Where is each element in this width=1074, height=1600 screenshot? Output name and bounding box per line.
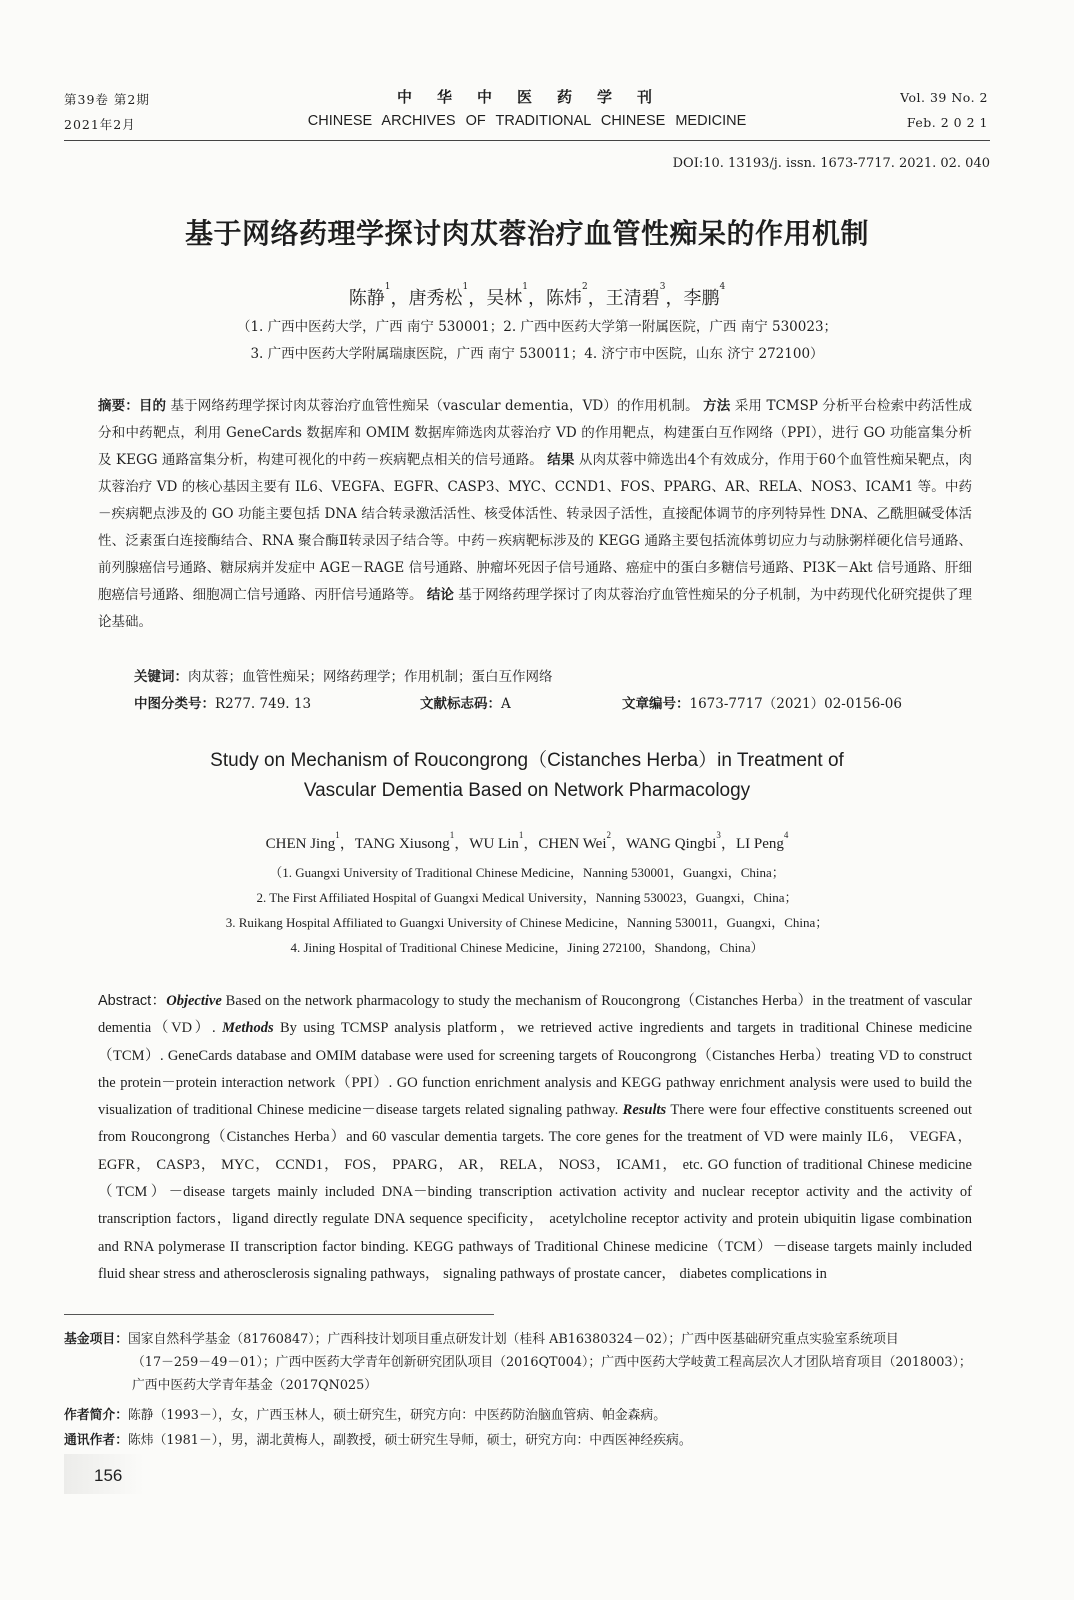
abstract-label-cn: 摘要： [98,398,139,414]
results-label-en: Results [622,1102,667,1119]
affiliation-cn-line-2: 3. 广西中医药大学附属瑞康医院，广西 南宁 530011；4. 济宁市中医院，山东 济宁 272100） [250,346,824,362]
article-no-label: 文章编号： [622,696,690,712]
fund-line-2: （17－259－49－01）；广西中医药大学青年创新研究团队项目（2016QT004）；广西中医药大学岐黄工程高层次人才团队培育项目（2018003）； [132,1355,972,1370]
fund-line-3: 广西中医药大学青年基金（2017QN025） [132,1378,378,1393]
author-cn-affiliation-mark: 3 [659,282,666,292]
results-text-en: There were four effective constituents screened out from Roucongrong（Cistanches Herba）and 60 vascular dementia targets. The core genes for the treatment of VD were mainly IL6， VEGFA， EGFR， CASP3， MYC， CCND1， FOS， PPARG， AR， RELA， NOS3， ICAM1， etc. GO function of traditional Chinese medicine（TCM）－disease targets mainly included DNA－binding transcription activation activity and nuclear receptor activity and the activity of transcription factors，ligand directly regulate DNA sequence specificity， acetylcholine receptor activity and protein ubiquitin ligase combination and RNA polymerase II transcription factor binding. KEGG pathways of Traditional Chinese medicine（TCM）－disease targets mainly included fluid shear stress and atherosclerosis signaling pathways， signaling pathways of prostate cancer， diabetes complications in [98,1102,973,1282]
objective-label-cn: 目的 [138,398,167,414]
affiliation-en-line-1: （1. Guangxi University of Traditional Chinese Medicine，Nanning 530001，Guangxi，China； [269,865,785,880]
author-en-name: WU Lin [469,836,519,852]
doi: DOI:10. 13193/j. issn. 1673-7717. 2021. 02. 040 [672,156,990,171]
methods-label-cn: 方法 [703,398,731,414]
title-en-line-2: Vascular Dementia Based on Network Pharmacology [303,780,751,801]
author-en-affiliation-mark: 4 [783,830,789,840]
corr-text: 陈炜（1981－），男，湖北黄梅人，副教授，硕士研究生导师，硕士，研究方向：中西医神经疾病。 [127,1433,692,1448]
keywords-label: 关键词： [134,669,188,685]
author-list-en: CHEN Jing$^1$，TANG Xiusong$^1$，WU Lin$^1$，CHEN Wei$^2$，WANG Qingbi$^3$，LI Peng$^4$ [265,830,789,852]
author-cn-affiliation-mark: 1 [462,282,469,292]
footnote-rule [64,1314,494,1315]
date-en: Feb. 2 0 2 1 [906,115,988,130]
objective-text-cn: 基于网络药理学探讨肉苁蓉治疗血管性痴呆（vascular dementia，VD）的作用机制。 [170,398,699,414]
affiliation-cn-line-1: （1. 广西中医药大学，广西 南宁 530001；2. 广西中医药大学第一附属医院，广西 南宁 530023； [236,319,838,335]
article-number [622,692,902,712]
journal-name-cn: 中华中医药学刊 [396,88,677,106]
author-bio-text: 陈静（1993－），女，广西玉林人，硕士研究生，研究方向：中医药防治脑血管病、帕金森病。 [127,1408,667,1423]
fund-footnote [64,1328,1024,1397]
clc-label: 中图分类号： [134,696,215,712]
conclusion-label-cn: 结论 [426,587,454,603]
results-text-cn: 从肉苁蓉中筛选出4个有效成分，作用于60个血管性痴呆靶点，肉苁蓉治疗 VD 的核心基因主要有 IL6、VEGFA、EGFR、CASP3、MYC、CCND1、FOS、PPARG、AR、RELA、NOS3、ICAM1 等。中药－疾病靶点涉及的 GO 功能主要包括 DNA 结合转录激活活性、核受体活性、转录因子活性，直接配体调节的序列特异性 DNA、乙酰胆碱受体活性、泛素蛋白连接酶结合、RNA 聚合酶Ⅱ转录因子结合等。中药－疾病靶标涉及的 KEGG 通路主要包括流体剪切应力与动脉粥样硬化信号通路、前列腺癌信号通路、糖尿病并发症中 AGE－RAGE 信号通路、肿瘤坏死因子信号通路、癌症中的蛋白多糖信号通路、PI3K－Akt 信号通路、肝细胞癌信号通路、细胞凋亡信号通路、丙肝信号通路等。 [98,452,973,603]
author-cn-affiliation-mark: 4 [719,282,726,292]
doc-code-label: 文献标志码： [420,696,501,712]
conclusion-text-cn: 基于网络药理学探讨了肉苁蓉治疗血管性痴呆的分子机制，为中药现代化研究提供了理论基础。 [98,587,973,630]
article-title-en [0,746,1054,806]
corr-label: 通讯作者： [64,1433,128,1448]
author-en-name: TANG Xiusong [354,836,450,852]
methods-text-en: By using TCMSP analysis platform，we retrieved active ingredients and targets in traditional Chinese medicine（TCM）. GeneCards database and OMIM database were used for screening targets of Roucongrong（Cistanches Herba）treating VD to construct the protein－protein interaction network（PPI）. GO function enrichment analysis and KEGG pathway enrichment analysis were used to build the visualization of traditional Chinese medicine－disease targets related signaling pathway. [98,1020,973,1119]
author-cn-affiliation-mark: 1 [522,282,528,292]
abstract-cn [98,393,972,636]
document-code [420,692,511,712]
author-en-affiliation-mark: 1 [518,830,524,840]
author-en-name: LI Peng [735,836,784,852]
author-list-cn: 陈静$^1$，唐秀松$^1$，吴林$^1$，陈炜$^2$，王清碧$^3$，李鹏$^4$ [348,282,726,309]
page-number: 156 [94,1466,123,1485]
author-cn-affiliation-mark: 2 [582,282,588,292]
article-no-value: 1673-7717（2021）02-0156-06 [689,696,902,712]
author-cn-name: 李鹏 [683,288,720,309]
author-en-name: WANG Qingbi [626,836,717,852]
volume-issue-en: Vol. 39 No. 2 [900,90,988,105]
date-cn: 2021年2月 [64,117,136,132]
author-cn-name: 陈炜 [546,288,582,309]
journal-name-en: CHINESE ARCHIVES OF TRADITIONAL CHINESE MEDICINE [307,113,747,129]
results-label-cn: 结果 [547,452,575,468]
fund-label: 基金项目： [64,1332,128,1347]
methods-label-en: Methods [222,1020,274,1037]
abstract-en [98,988,972,1288]
affiliation-en-line-2: 2. The First Affiliated Hospital of Guangxi Medical University，Nanning 530023，Guangxi，China； [256,890,798,905]
clc-value: R277. 749. 13 [215,696,312,712]
keywords [134,664,954,691]
author-bio-label: 作者简介： [64,1408,128,1423]
author-cn-affiliation-mark: 1 [384,282,391,292]
objective-text-en: Based on the network pharmacology to study the mechanism of Roucongrong（Cistanches Herba）in the treatment of vascular dementia（VD）. [98,993,972,1037]
abstract-label-en: Abstract： [98,993,167,1009]
author-cn-name: 吴林 [486,288,523,309]
author-cn-name: 王清碧 [605,288,660,309]
author-en-affiliation-mark: 1 [449,830,455,840]
methods-text-cn: 采用 TCMSP 分析平台检索中药活性成分和中药靶点，利用 GeneCards 数据库和 OMIM 数据库筛选肉苁蓉治疗 VD 的作用靶点，构建蛋白互作网络（PPI），进行 GO 功能富集分析及 KEGG 通路富集分析，构建可视化的中药－疾病靶点相关的信号通路。 [98,398,973,468]
author-en-affiliation-mark: 1 [335,830,340,840]
header-rule [64,140,990,141]
author-en-name: CHEN Jing [265,836,336,852]
author-en-affiliation-mark: 2 [606,830,611,840]
author-cn-name: 唐秀松 [408,288,463,309]
affiliation-en-line-3: 3. Ruikang Hospital Affiliated to Guangxi University of Chinese Medicine，Nanning 530011，Guangxi，China； [225,915,829,930]
author-cn-name: 陈静 [348,288,385,309]
author-en-name: CHEN Wei [538,836,607,852]
fund-line-1: 国家自然科学基金（81760847）；广西科技计划项目重点研发计划（桂科 AB16380324－02）；广西中医基础研究重点实验室系统项目 [127,1332,899,1347]
title-en-line-1: Study on Mechanism of Roucongrong（Cistanches Herba）in Treatment of [210,750,844,771]
author-en-affiliation-mark: 3 [716,830,721,840]
objective-label-en: Objective [166,993,222,1009]
doc-code-value: A [501,696,511,712]
affiliation-en-line-4: 4. Jining Hospital of Traditional Chinese Medicine，Jining 272100，Shandong，China） [290,940,764,955]
volume-issue-cn: 第39卷 第2期 [64,92,150,107]
article-title-cn: 基于网络药理学探讨肉苁蓉治疗血管性痴呆的作用机制 [184,217,869,250]
clc-number [134,692,311,712]
author-bio-footnote [64,1404,1024,1427]
keywords-text: 肉苁蓉；血管性痴呆；网络药理学；作用机制；蛋白互作网络 [188,669,553,685]
corresponding-author-footnote [64,1429,1024,1452]
